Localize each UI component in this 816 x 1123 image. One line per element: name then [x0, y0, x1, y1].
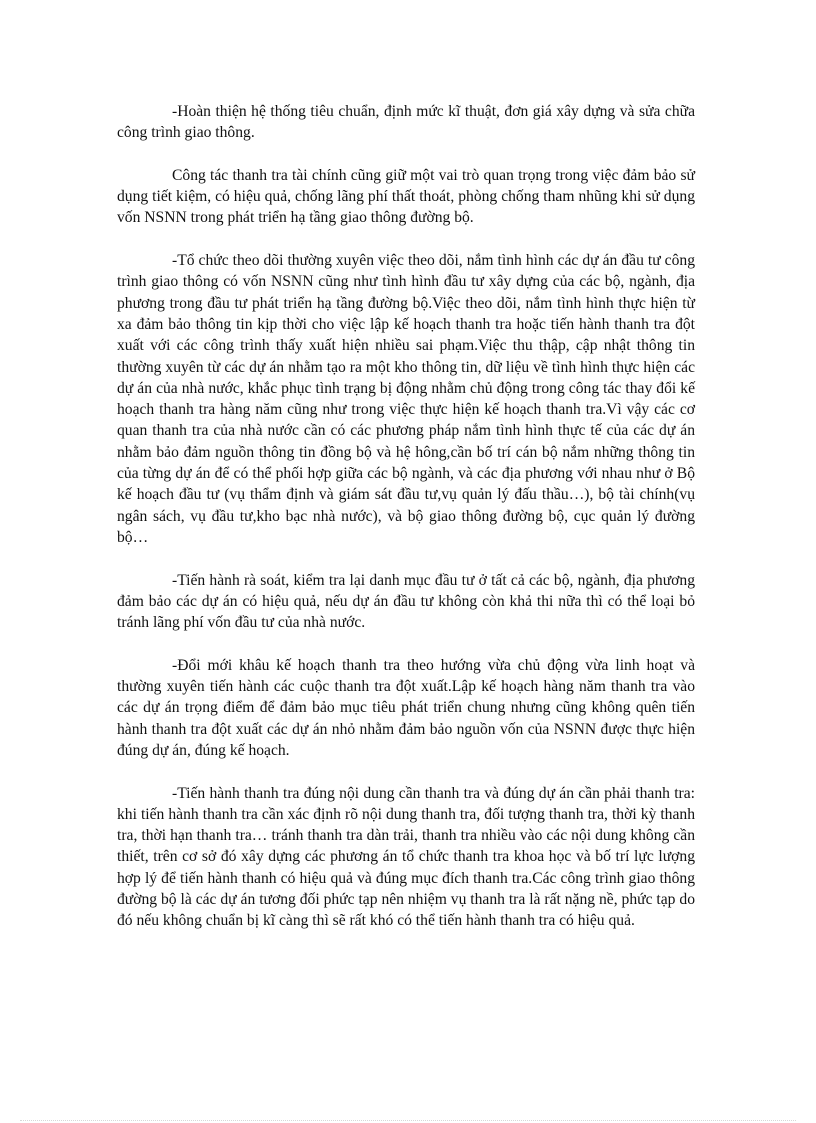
- document-body: [117, 101, 695, 953]
- page-bottom-divider: [20, 1120, 796, 1121]
- paragraph-review: -Tiến hành rà soát, kiểm tra lại danh mục đầu tư ở tất cả các bộ, ngành, địa phương đảm bảo các dự án có hiệu quả, nếu dự án đầu tư không còn khả thi nữa thì có thể loại bỏ tránh lãng phí vốn đầu tư của nhà nước.: [117, 571, 695, 632]
- paragraph-inspection-content: -Tiến hành thanh tra đúng nội dung cần thanh tra và đúng dự án cần phải thanh tra: khi tiến hành thanh tra cần xác định rõ nội dung thanh tra, đối tượng thanh tra, thời kỳ thanh tra, thời hạn thanh tra… tránh thanh tra dàn trải, thanh tra nhiều vào các nội dung không cần thiết, trên cơ sở đó xây dựng các phương án tổ chức thanh tra khoa học và bố trí lực lượng hợp lý để tiến hành thanh có hiệu quả và đúng mục đích thanh tra.Các công trình giao thông đường bộ là các dự án tương đối phức tạp nên nhiệm vụ thanh tra là rất nặng nề, phức tạp do đó nếu không chuẩn bị kĩ càng thì sẽ rất khó có thể tiến hành thanh tra có hiệu quả.: [117, 784, 695, 930]
- paragraph-standards: -Hoàn thiện hệ thống tiêu chuẩn, định mức kĩ thuật, đơn giá xây dựng và sửa chữa công trình giao thông.: [117, 103, 695, 142]
- paragraph-monitoring: -Tổ chức theo dõi thường xuyên việc theo dõi, nắm tình hình các dự án đầu tư công trình giao thông có vốn NSNN cũng như tình hình đầu tư xây dựng của các bộ, ngành, địa phương trong đầu tư phát triển hạ tầng đường bộ.Việc theo dõi, nắm tình hình thực hiện từ xa đảm bảo thông tin kịp thời cho việc lập kế hoạch thanh tra hoặc tiến hành thanh tra đột xuất với các công trình thấy xuất hiện nhiều sai phạm.Việc thu thập, cập nhật thông tin thường xuyên từ các dự án nhằm tạo ra một kho thông tin, dữ liệu về tình hình thực hiện các dự án của nhà nước, khắc phục tình trạng bị động nhằm chủ động trong công tác thay đổi kế hoạch thanh tra hàng năm cũng như trong việc thực hiện kế hoạch thanh tra.Vì vậy các cơ quan thanh tra của nhà nước cần có các phương pháp nắm tình hình thực tế của các dự án nhằm bảo đảm nguồn thông tin đồng bộ và hệ hông,cần bố trí cán bộ nắm những thông tin của từng dự án để có thể phối hợp giữa các bộ ngành, và các địa phương với nhau như ở Bộ kế hoạch đầu tư (vụ thẩm định và giám sát đầu tư,vụ quản lý đấu thầu…), bộ tài chính(vụ ngân sách, vụ đầu tư,kho bạc nhà nước), và bộ giao thông đường bộ, cục quản lý đường bộ…: [117, 252, 695, 546]
- paragraph-planning: -Đổi mới khâu kế hoạch thanh tra theo hướng vừa chủ động vừa linh hoạt và thường xuyên tiến hành các cuộc thanh tra đột xuất.Lập kế hoạch hàng năm thanh tra vào các dự án trọng điểm để đảm bảo mục tiêu phát triển chung nhưng cũng không quên tiến hành thanh tra đột xuất các dự án nhỏ nhằm đảm bảo nguồn vốn của NSNN được thực hiện đúng dự án, đúng kế hoạch.: [117, 656, 695, 759]
- paragraph-financial-inspection: Công tác thanh tra tài chính cũng giữ một vai trò quan trọng trong việc đảm bảo sử dụng tiết kiệm, có hiệu quả, chống lãng phí thất thoát, phòng chống tham nhũng khi sử dụng vốn NSNN trong phát triển hạ tầng giao thông đường bộ.: [117, 166, 695, 227]
